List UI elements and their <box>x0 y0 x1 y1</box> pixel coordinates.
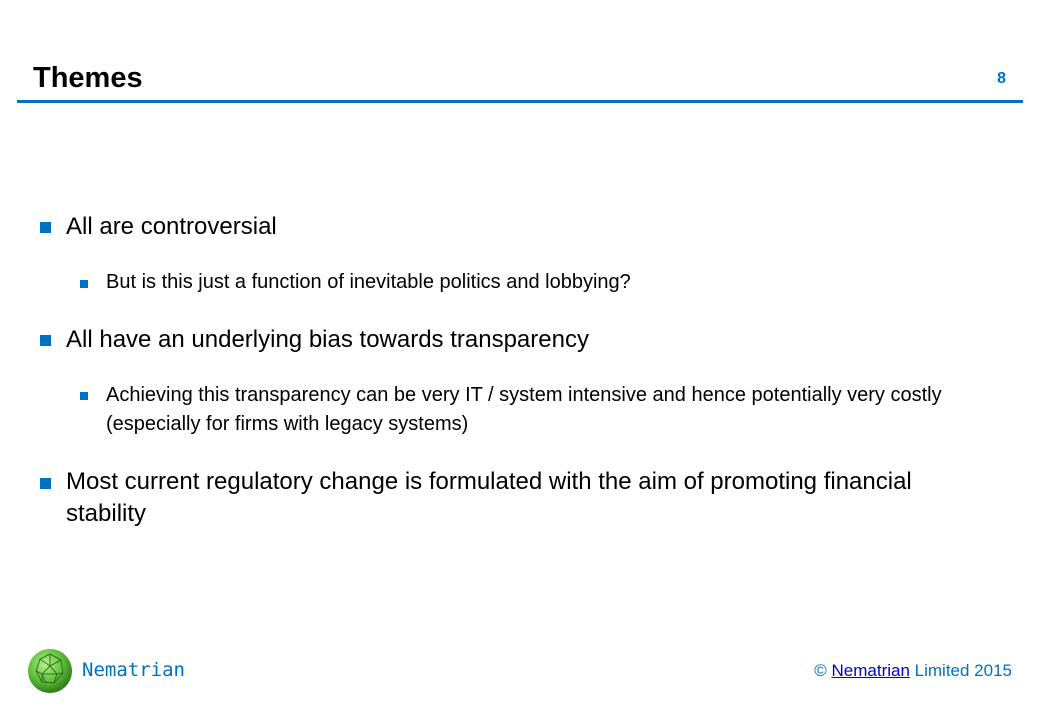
copyright-notice <box>814 661 1012 681</box>
slide-title: Themes <box>33 62 143 94</box>
nematrian-link[interactable]: Nematrian <box>831 661 910 680</box>
copyright-symbol: © <box>814 661 827 680</box>
bullet-text: All are controversial <box>66 213 277 240</box>
bullet-text: But is this just a function of inevitable politics and lobbying? <box>106 271 631 293</box>
bullet-square-icon <box>80 392 88 400</box>
title-divider <box>17 100 1023 103</box>
nematrian-logo-icon <box>25 646 75 696</box>
bullet-square-icon <box>40 222 51 233</box>
bullet-square-icon <box>40 335 51 346</box>
bullet-text: Most current regulatory change is formulated with the aim of promoting financial stability <box>66 468 912 527</box>
bullet-text: All have an underlying bias towards transparency <box>66 326 589 353</box>
bullet-square-icon <box>80 280 88 288</box>
brand-name: Nematrian <box>82 659 185 681</box>
page-number: 8 <box>997 70 1006 87</box>
bullet-text: Achieving this transparency can be very IT / system intensive and hence potentially very costly (especially for firms with legacy systems) <box>106 384 942 435</box>
bullet-square-icon <box>40 478 51 489</box>
copyright-rest: Limited 2015 <box>914 661 1012 680</box>
